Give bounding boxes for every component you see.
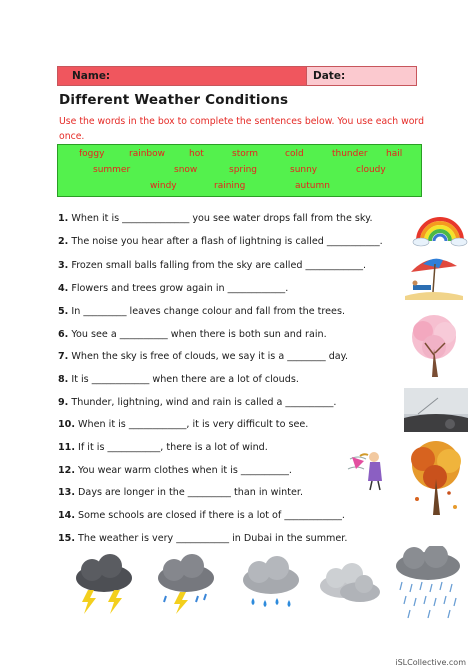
- question-2: [58, 236, 383, 247]
- question-9: [58, 397, 336, 408]
- word-item: raining: [214, 181, 246, 191]
- word-item: storm: [232, 149, 259, 159]
- question-12: [58, 465, 292, 476]
- word-item: summer: [93, 165, 131, 175]
- question-text: The weather is very ___________ in Dubai in the summer.: [75, 533, 348, 544]
- beach-umbrella-icon: [403, 252, 465, 300]
- word-item: cold: [285, 149, 304, 159]
- question-number: 13.: [58, 487, 75, 498]
- date-field[interactable]: [307, 67, 416, 85]
- rain-thunder-icon: [152, 554, 220, 616]
- question-number: 1.: [58, 213, 69, 224]
- question-number: 10.: [58, 419, 75, 430]
- question-number: 11.: [58, 442, 75, 453]
- question-1: [58, 213, 373, 224]
- word-box: [57, 144, 422, 197]
- question-text: Days are longer in the _________ than in winter.: [75, 487, 304, 498]
- question-text: When it is ____________, it is very difficult to see.: [75, 419, 309, 430]
- footer-credit: iSLCollective.com: [395, 658, 466, 667]
- question-text: Frozen small balls falling from the sky are called ____________.: [68, 260, 367, 271]
- word-item: windy: [150, 181, 177, 191]
- word-item: sunny: [290, 165, 318, 175]
- question-text: If it is ___________, there is a lot of wind.: [75, 442, 268, 453]
- question-3: [58, 260, 366, 271]
- question-text: You wear warm clothes when it is __________.: [75, 465, 292, 476]
- cloudy-icon: [318, 556, 382, 608]
- question-text: You see a __________ when there is both sun and rain.: [68, 329, 327, 340]
- question-text: The noise you hear after a flash of lightning is called ___________.: [68, 236, 383, 247]
- question-text: It is ____________ when there are a lot of clouds.: [68, 374, 299, 385]
- windy-girl-icon: [346, 447, 390, 491]
- word-item: snow: [174, 165, 198, 175]
- question-14: [58, 510, 345, 521]
- heavy-rain-icon: [392, 546, 464, 620]
- word-item: spring: [229, 165, 258, 175]
- word-item: autumn: [295, 181, 330, 191]
- question-text: In _________ leaves change colour and fall from the trees.: [68, 306, 345, 317]
- thunderstorm-icon: [70, 554, 138, 616]
- question-5: [58, 306, 345, 317]
- question-6: [58, 329, 327, 340]
- question-text: Thunder, lightning, wind and rain is called a __________.: [68, 397, 337, 408]
- instructions-text: Use the words in the box to complete the sentences below. You use each word once.: [59, 116, 424, 142]
- question-number: 8.: [58, 374, 69, 385]
- question-text: Some schools are closed if there is a lot of ____________.: [75, 510, 345, 521]
- question-text: When the sky is free of clouds, we say it is a ________ day.: [68, 351, 349, 362]
- word-item: rainbow: [129, 149, 165, 159]
- word-item: foggy: [79, 149, 105, 159]
- question-text: When it is ______________ you see water drops fall from the sky.: [68, 213, 373, 224]
- word-item: cloudy: [356, 165, 386, 175]
- question-number: 3.: [58, 260, 69, 271]
- question-10: [58, 419, 308, 430]
- question-13: [58, 487, 303, 498]
- light-rain-icon: [237, 556, 305, 614]
- question-7: [58, 351, 348, 362]
- name-label: Name:: [72, 70, 111, 82]
- question-number: 15.: [58, 533, 75, 544]
- question-8: [58, 374, 299, 385]
- date-label: Date:: [313, 70, 346, 82]
- question-number: 4.: [58, 283, 69, 294]
- question-number: 12.: [58, 465, 75, 476]
- question-11: [58, 442, 268, 453]
- question-15: [58, 533, 347, 544]
- blossom-tree-icon: [405, 313, 463, 379]
- page-title: Different Weather Conditions: [59, 92, 289, 108]
- name-field[interactable]: [58, 67, 307, 85]
- foggy-windshield-icon: [404, 388, 468, 432]
- question-number: 14.: [58, 510, 75, 521]
- question-4: [58, 283, 288, 294]
- question-text: Flowers and trees grow again in ____________.: [68, 283, 289, 294]
- word-item: hail: [386, 149, 403, 159]
- question-number: 5.: [58, 306, 69, 317]
- question-number: 6.: [58, 329, 69, 340]
- name-date-bar: [57, 66, 417, 86]
- word-item: thunder: [332, 149, 368, 159]
- word-item: hot: [189, 149, 204, 159]
- question-number: 2.: [58, 236, 69, 247]
- autumn-tree-icon: [405, 437, 467, 519]
- rainbow-icon: [412, 205, 468, 247]
- question-number: 9.: [58, 397, 69, 408]
- question-number: 7.: [58, 351, 69, 362]
